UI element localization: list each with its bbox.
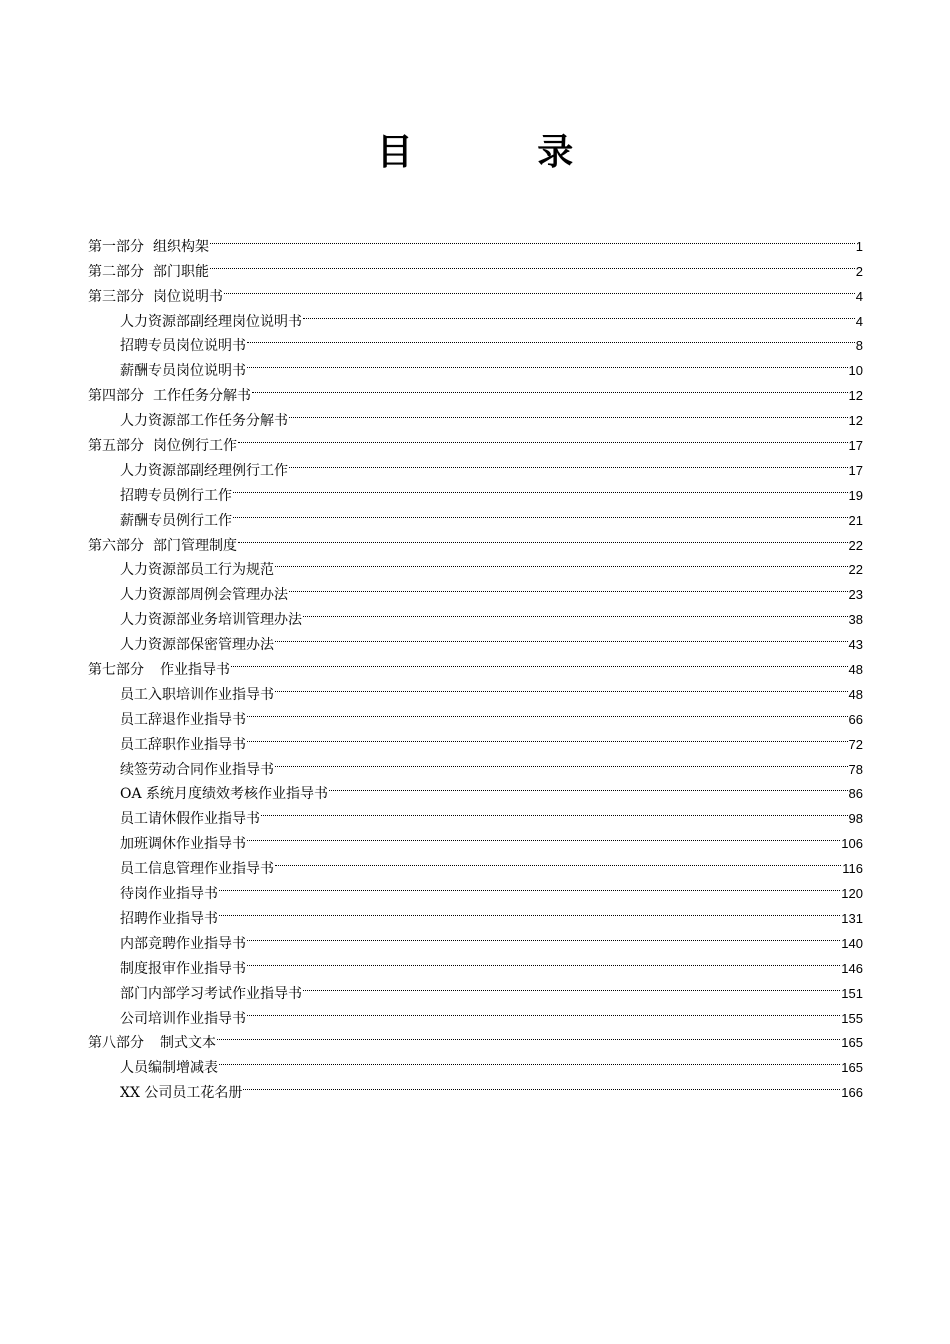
toc-entry-label (120, 758, 274, 783)
toc-dot-leader (289, 574, 848, 599)
toc-entry-label (120, 907, 218, 932)
toc-entry-label (88, 434, 237, 459)
toc-entry-title: XX 公司员工花名册 (120, 1085, 243, 1102)
toc-dot-leader (233, 500, 848, 525)
toc-page-number: 4 (855, 313, 863, 329)
toc-entry-label (120, 334, 246, 359)
toc-entry-title: 作业指导书 (160, 662, 230, 679)
toc-entry-title: 人力资源部副经理岗位说明书 (120, 313, 302, 330)
toc-entry-title: 员工辞职作业指导书 (120, 736, 246, 753)
toc-entry-label (120, 882, 218, 907)
toc-dot-leader (210, 251, 855, 276)
toc-page-number: 166 (841, 1085, 863, 1101)
toc-part-number: 第七部分 (88, 662, 144, 679)
toc-part-number: 第五部分 (88, 438, 144, 455)
toc-page-number: 1 (855, 238, 863, 254)
toc-page-number: 10 (848, 363, 863, 379)
toc-page-number: 165 (841, 1035, 863, 1051)
toc-dot-leader (238, 525, 848, 550)
toc-dot-leader (247, 923, 840, 948)
toc-entry-label (88, 260, 209, 285)
toc-page-number: 48 (848, 686, 863, 702)
toc-entry-title: 组织构架 (153, 238, 209, 255)
toc-dot-leader (219, 873, 840, 898)
toc-page-number: 8 (855, 338, 863, 354)
toc-list (88, 226, 863, 1102)
toc-page-number: 131 (841, 910, 863, 926)
toc-dot-leader (252, 375, 848, 400)
toc-entry-title: 部门管理制度 (153, 537, 237, 554)
toc-entry-label (88, 235, 209, 260)
toc-entry-title: 工作任务分解书 (153, 388, 251, 405)
toc-entry-title: 人力资源部工作任务分解书 (120, 413, 288, 430)
toc-page-number: 2 (855, 263, 863, 279)
toc-dot-leader (289, 400, 848, 425)
toc-dot-leader (303, 301, 855, 326)
toc-entry-title: 岗位说明书 (153, 288, 223, 305)
toc-page-number: 116 (842, 861, 863, 877)
toc-dot-leader (247, 823, 840, 848)
toc-entry-title: 岗位例行工作 (153, 438, 237, 455)
toc-entry-title: 人力资源部业务培训管理办法 (120, 612, 302, 629)
toc-entry-label (88, 1031, 216, 1056)
toc-dot-leader (247, 724, 848, 749)
toc-entry-label (120, 932, 246, 957)
toc-dot-leader (238, 425, 848, 450)
toc-dot-leader (247, 350, 848, 375)
toc-entry-title: 部门职能 (153, 263, 209, 280)
toc-dot-leader (329, 774, 847, 799)
toc-page-number: 146 (841, 960, 863, 976)
toc-entry-title: 加班调休作业指导书 (120, 836, 246, 853)
toc-dot-leader (247, 699, 848, 724)
toc-page-number: 12 (848, 413, 863, 429)
toc-page-number: 98 (848, 811, 863, 827)
toc-page-number: 106 (841, 836, 863, 852)
toc-page-number: 4 (855, 288, 863, 304)
toc-page-number: 17 (848, 438, 863, 454)
toc-page-number: 140 (841, 935, 863, 951)
toc-entry-title: 制式文本 (160, 1035, 216, 1052)
toc-entry-title: 人力资源部保密管理办法 (120, 637, 274, 654)
toc-page-number: 151 (841, 985, 863, 1001)
toc-entry-title: 部门内部学习考试作业指导书 (120, 985, 302, 1002)
toc-page-number: 22 (848, 537, 863, 553)
toc-entry-title: 待岗作业指导书 (120, 886, 218, 903)
toc-entry-label (120, 1081, 242, 1106)
toc-entry-title: OA 系统月度绩效考核作业指导书 (120, 786, 329, 803)
toc-entry-label (120, 359, 246, 384)
toc-dot-leader (275, 749, 848, 774)
toc-page-number: 78 (848, 761, 863, 777)
toc-dot-leader (261, 798, 848, 823)
toc-entry-title: 招聘专员例行工作 (120, 487, 232, 504)
toc-dot-leader (217, 1023, 840, 1048)
toc-entry-label (88, 658, 230, 683)
toc-entry-title: 员工辞退作业指导书 (120, 711, 246, 728)
toc-title: 目 录 (376, 132, 630, 173)
toc-entry-label (120, 509, 232, 534)
toc-entry-title: 人力资源部周例会管理办法 (120, 587, 288, 604)
toc-entry-label (120, 583, 288, 608)
toc-entry-label (120, 558, 274, 583)
toc-page-number: 21 (848, 512, 863, 528)
toc-part-number: 第四部分 (88, 388, 144, 405)
toc-dot-leader (231, 649, 848, 674)
toc-dot-leader (247, 998, 840, 1023)
toc-entry-title: 薪酬专员例行工作 (120, 512, 232, 529)
toc-part-number: 第一部分 (88, 238, 144, 255)
toc-page-number: 66 (848, 711, 863, 727)
toc-page-number: 165 (841, 1060, 863, 1076)
toc-dot-leader (289, 450, 848, 475)
toc-entry-label (120, 708, 246, 733)
toc-entry-label (88, 534, 237, 559)
toc-page-number: 120 (841, 886, 863, 902)
toc-page-number: 23 (848, 587, 863, 603)
toc-entry-title: 薪酬专员岗位说明书 (120, 363, 246, 380)
toc-entry-label (120, 484, 232, 509)
toc-entry-title: 人员编制增减表 (120, 1060, 218, 1077)
toc-dot-leader (303, 599, 848, 624)
toc-entry-label (120, 832, 246, 857)
toc-dot-leader (243, 1072, 840, 1097)
toc-dot-leader (275, 624, 848, 649)
toc-entry-title: 人力资源部副经理例行工作 (120, 462, 288, 479)
toc-dot-leader (247, 948, 840, 973)
toc-entry-title: 制度报审作业指导书 (120, 960, 246, 977)
toc-entry-title: 续签劳动合同作业指导书 (120, 761, 274, 778)
toc-entry-title: 员工信息管理作业指导书 (120, 861, 274, 878)
toc-part-number: 第三部分 (88, 288, 144, 305)
toc-entry-title: 员工入职培训作业指导书 (120, 686, 274, 703)
toc-dot-leader (233, 475, 848, 500)
toc-part-number: 第二部分 (88, 263, 144, 280)
toc-page-number: 19 (848, 487, 863, 503)
toc-entry-title: 公司培训作业指导书 (120, 1010, 246, 1027)
toc-page-number: 43 (848, 637, 863, 653)
toc-entry[interactable] (88, 226, 863, 255)
toc-page-number: 12 (848, 388, 863, 404)
toc-dot-leader (224, 276, 855, 301)
toc-dot-leader (275, 848, 841, 873)
toc-dot-leader (303, 973, 840, 998)
toc-dot-leader (247, 326, 855, 351)
toc-entry-title: 员工请休假作业指导书 (120, 811, 260, 828)
toc-entry-label (120, 807, 260, 832)
toc-page-number: 86 (848, 786, 863, 802)
toc-page-number: 72 (848, 736, 863, 752)
toc-page-number: 38 (848, 612, 863, 628)
toc-page-number: 48 (848, 662, 863, 678)
toc-entry-label (120, 957, 246, 982)
toc-page-number: 155 (841, 1010, 863, 1026)
toc-entry-label (120, 733, 246, 758)
toc-part-number: 第八部分 (88, 1035, 144, 1052)
toc-entry-title: 人力资源部员工行为规范 (120, 562, 274, 579)
toc-page-number: 17 (848, 462, 863, 478)
toc-dot-leader (275, 550, 848, 575)
toc-entry-title: 招聘专员岗位说明书 (120, 338, 246, 355)
toc-part-number: 第六部分 (88, 537, 144, 554)
toc-entry-title: 招聘作业指导书 (120, 910, 218, 927)
toc-dot-leader (219, 1047, 840, 1072)
toc-dot-leader (275, 674, 848, 699)
toc-entry-title: 内部竞聘作业指导书 (120, 935, 246, 952)
toc-entry-label (88, 384, 251, 409)
toc-entry-label (120, 1056, 218, 1081)
toc-dot-leader (210, 226, 855, 251)
toc-dot-leader (219, 898, 840, 923)
toc-entry-label (88, 285, 223, 310)
toc-page-number: 22 (848, 562, 863, 578)
